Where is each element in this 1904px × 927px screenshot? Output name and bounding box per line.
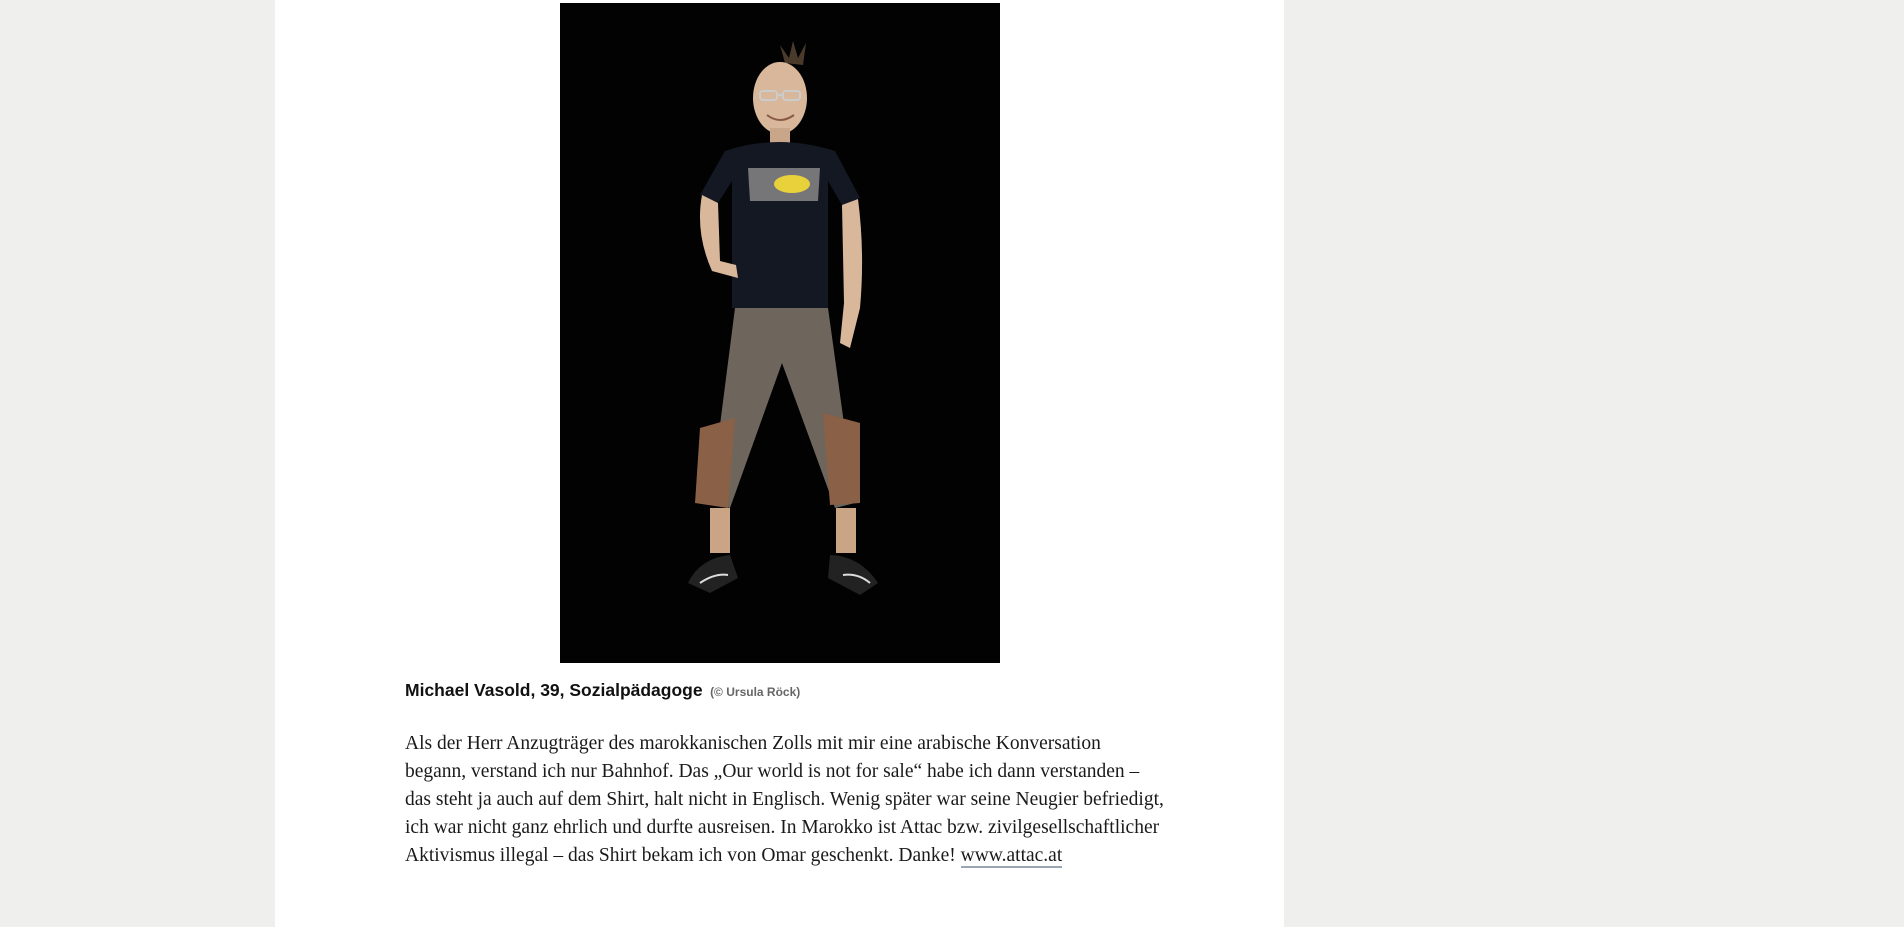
- article-paragraph: [405, 730, 1165, 870]
- caption-credit: (© Ursula Röck): [710, 685, 801, 699]
- caption-name: Michael Vasold, 39, Sozialpädagoge: [405, 680, 703, 700]
- attac-link[interactable]: www.attac.at: [960, 845, 1063, 866]
- article-content: [275, 0, 1284, 927]
- photo-caption: [405, 680, 1165, 701]
- portrait-photo: [560, 3, 1000, 663]
- portrait-illustration: [560, 3, 1000, 663]
- paragraph-text: Als der Herr Anzugträger des marokkanischen Zolls mit mir eine arabische Konversation begann, verstand ich nur Bahnhof. Das „Our world is not for sale“ habe ich dann verstanden – das steht ja auch auf dem Shirt, halt nicht in Englisch. Wenig später war seine Neugier befriedigt, ich war nicht ganz ehrlich und durfte ausreisen. In Marokko ist Attac bzw. zivilgesellschaftlicher Aktivismus illegal – das Shirt bekam ich von Omar geschenkt. Danke!: [405, 733, 1164, 866]
